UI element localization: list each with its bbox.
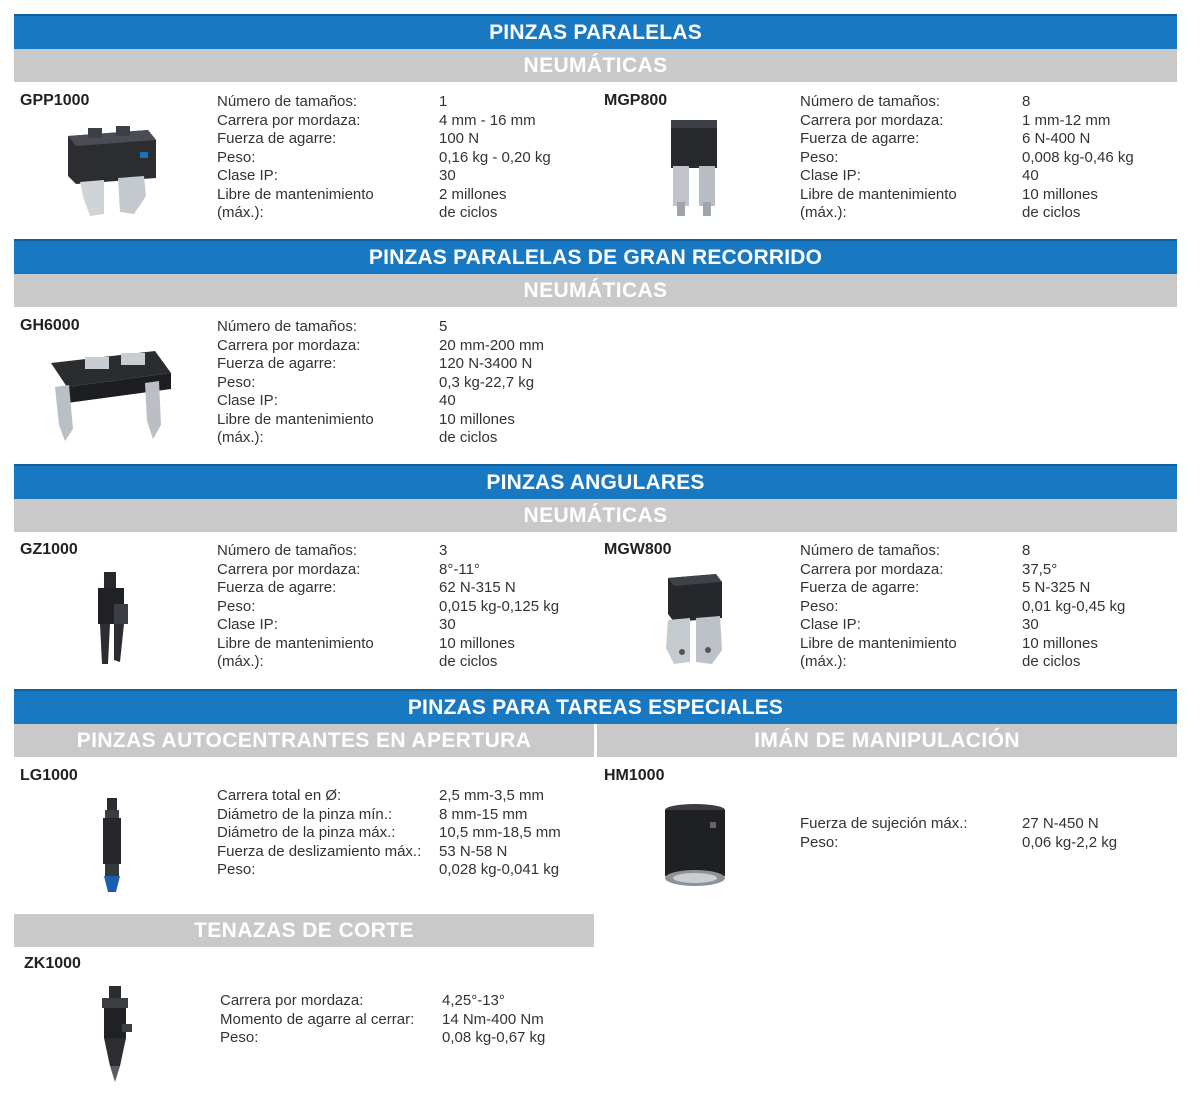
spec-label: Diámetro de la pinza máx.: — [217, 824, 396, 841]
spec-row — [800, 635, 1125, 654]
spec-value: 3 — [439, 542, 448, 559]
spec-label: Peso: — [217, 861, 256, 878]
spec-value: 6 N-400 N — [1022, 130, 1091, 147]
spec-row — [217, 374, 544, 393]
spec-row — [800, 186, 1134, 205]
spec-value: 2 millones — [439, 185, 507, 203]
spec-row — [220, 1011, 545, 1030]
spec-value: 62 N-315 N — [439, 579, 516, 596]
spec-label: Fuerza de agarre: — [800, 130, 920, 147]
spec-label: Número de tamaños: — [217, 93, 358, 110]
section-title-parallel: PINZAS PARALELAS — [14, 14, 1177, 49]
spec-row — [800, 542, 1125, 561]
spec-row — [800, 93, 1134, 112]
spec-row — [800, 112, 1134, 131]
spec-label: Peso: — [800, 597, 839, 615]
section-title-angular: PINZAS ANGULARES — [14, 464, 1177, 499]
subsection-pneumatic: NEUMÁTICAS — [14, 274, 1177, 307]
spec-label: Clase IP: — [217, 167, 278, 184]
mgp800-specs — [800, 93, 1134, 223]
spec-label: Carrera por mordaza: — [800, 111, 944, 129]
spec-value: 8 — [1022, 93, 1031, 110]
spec-row — [217, 635, 559, 654]
spec-label: Carrera por mordaza: — [220, 992, 364, 1009]
product-name: ZK1000 — [24, 955, 81, 972]
product-name: HM1000 — [604, 767, 665, 784]
spec-row — [217, 861, 561, 880]
product-name: GPP1000 — [20, 92, 90, 109]
spec-row — [800, 598, 1125, 617]
spec-value: 0,16 kg - 0,20 kg — [439, 148, 551, 166]
spec-label: Carrera por mordaza: — [800, 560, 944, 578]
spec-label: Fuerza de agarre: — [217, 130, 337, 147]
spec-row — [217, 186, 551, 205]
hm1000-specs — [800, 815, 1117, 852]
product-name: MGW800 — [604, 541, 672, 558]
spec-label: (máx.): — [217, 429, 264, 446]
spec-label: Carrera por mordaza: — [217, 560, 361, 578]
spec-value: 37,5° — [1022, 560, 1058, 578]
subsection-pneumatic: NEUMÁTICAS — [14, 49, 1177, 82]
subsection-pneumatic: NEUMÁTICAS — [14, 499, 1177, 532]
mgw800-image — [660, 570, 726, 675]
spec-row — [217, 429, 544, 448]
spec-row — [800, 167, 1134, 186]
spec-value: 0,3 kg-22,7 kg — [439, 373, 535, 391]
spec-label: Número de tamaños: — [217, 318, 358, 335]
spec-value: 120 N-3400 N — [439, 355, 533, 372]
spec-value: 40 — [439, 392, 456, 409]
spec-label: Peso: — [217, 597, 256, 615]
product-name: LG1000 — [20, 767, 78, 784]
spec-label: Peso: — [217, 148, 256, 166]
product-name: GZ1000 — [20, 541, 78, 558]
lg1000-image — [98, 796, 126, 901]
spec-row — [217, 411, 544, 430]
spec-label: Carrera total en Ø: — [217, 787, 342, 804]
zk1000-specs — [220, 992, 545, 1048]
mgp800-image — [665, 114, 725, 225]
spec-value: 10 millones — [439, 634, 515, 652]
gz1000-specs — [217, 542, 559, 672]
spec-row — [800, 561, 1125, 580]
spec-row — [800, 130, 1134, 149]
spec-row — [220, 992, 545, 1011]
gh6000-specs — [217, 318, 544, 448]
spec-row — [800, 815, 1117, 834]
spec-row — [800, 834, 1117, 853]
spec-value: 1 mm-12 mm — [1022, 111, 1111, 129]
spec-row — [217, 579, 559, 598]
spec-value: 30 — [439, 167, 456, 184]
spec-value: de ciclos — [439, 429, 498, 446]
spec-row — [217, 806, 561, 825]
spec-label: Número de tamaños: — [217, 542, 358, 559]
spec-label: (máx.): — [217, 653, 264, 670]
zk1000-image — [92, 984, 138, 1089]
spec-row — [217, 149, 551, 168]
spec-label: Fuerza de deslizamiento máx.: — [217, 842, 422, 860]
spec-label: Momento de agarre al cerrar: — [220, 1010, 415, 1028]
spec-row — [217, 542, 559, 561]
spec-row — [217, 337, 544, 356]
spec-value: 8 — [1022, 542, 1031, 559]
spec-value: 8°-11° — [439, 560, 480, 578]
spec-value: de ciclos — [1022, 204, 1081, 221]
mgw800-specs — [800, 542, 1125, 672]
spec-row — [217, 787, 561, 806]
spec-row — [217, 355, 544, 374]
spec-value: 5 N-325 N — [1022, 579, 1091, 596]
spec-value: 5 — [439, 318, 448, 335]
spec-row — [800, 579, 1125, 598]
section-title-special: PINZAS PARA TAREAS ESPECIALES — [14, 689, 1177, 724]
spec-value: 100 N — [439, 130, 480, 147]
spec-row — [217, 653, 559, 672]
spec-row — [217, 843, 561, 862]
spec-label: Fuerza de agarre: — [800, 579, 920, 596]
spec-label: Peso: — [800, 833, 839, 851]
spec-label: Libre de mantenimiento — [217, 185, 374, 203]
spec-value: 40 — [1022, 167, 1039, 184]
product-name: MGP800 — [604, 92, 668, 109]
spec-row — [217, 130, 551, 149]
spec-value: 30 — [439, 616, 456, 633]
spec-value: 20 mm-200 mm — [439, 336, 545, 354]
spec-row — [217, 167, 551, 186]
spec-row — [800, 204, 1134, 223]
lg1000-specs — [217, 787, 561, 880]
spec-label: Peso: — [220, 1029, 259, 1046]
spec-label: (máx.): — [217, 204, 264, 221]
section-title-long-stroke: PINZAS PARALELAS DE GRAN RECORRIDO — [14, 239, 1177, 274]
spec-label: Libre de mantenimiento — [800, 634, 957, 652]
spec-label: Fuerza de agarre: — [217, 355, 337, 372]
spec-value: de ciclos — [1022, 653, 1081, 670]
spec-value: 4 mm - 16 mm — [439, 111, 536, 129]
product-name: GH6000 — [20, 317, 80, 334]
spec-value: 30 — [1022, 616, 1039, 633]
spec-label: Carrera por mordaza: — [217, 336, 361, 354]
hm1000-image — [660, 802, 730, 897]
spec-value: 0,06 kg-2,2 kg — [1022, 833, 1118, 851]
spec-value: 10 millones — [1022, 634, 1098, 652]
spec-value: 8 mm-15 mm — [439, 805, 528, 823]
spec-value: 27 N-450 N — [1022, 815, 1099, 832]
spec-label: Libre de mantenimiento — [800, 185, 957, 203]
spec-row — [217, 392, 544, 411]
spec-label: Libre de mantenimiento — [217, 634, 374, 652]
subsection-self-centering: PINZAS AUTOCENTRANTES EN APERTURA — [14, 724, 594, 757]
spec-row — [217, 112, 551, 131]
spec-label: Número de tamaños: — [800, 93, 941, 110]
spec-value: 1 — [439, 93, 448, 110]
spec-row — [220, 1029, 545, 1048]
spec-row — [217, 616, 559, 635]
spec-value: 0,01 kg-0,45 kg — [1022, 597, 1126, 615]
spec-row — [217, 204, 551, 223]
spec-label: (máx.): — [800, 653, 847, 670]
spec-value: 0,08 kg-0,67 kg — [442, 1029, 546, 1046]
spec-label: Fuerza de agarre: — [217, 579, 337, 596]
spec-value: 0,008 kg-0,46 kg — [1022, 148, 1134, 166]
gh6000-image — [45, 345, 175, 450]
spec-value: 0,015 kg-0,125 kg — [439, 597, 560, 615]
subsection-magnet: IMÁN DE MANIPULACIÓN — [597, 724, 1177, 757]
spec-value: 10 millones — [439, 410, 515, 428]
spec-value: 10 millones — [1022, 185, 1098, 203]
spec-label: Peso: — [217, 373, 256, 391]
spec-value: 2,5 mm-3,5 mm — [439, 787, 545, 804]
spec-row — [217, 824, 561, 843]
spec-label: (máx.): — [800, 204, 847, 221]
spec-label: Diámetro de la pinza mín.: — [217, 805, 393, 823]
spec-row — [800, 149, 1134, 168]
gpp1000-image — [60, 118, 160, 228]
spec-value: 14 Nm-400 Nm — [442, 1010, 544, 1028]
spec-row — [217, 598, 559, 617]
spec-value: de ciclos — [439, 653, 498, 670]
spec-value: 10,5 mm-18,5 mm — [439, 824, 561, 841]
spec-row — [217, 561, 559, 580]
spec-row — [800, 653, 1125, 672]
gpp1000-specs — [217, 93, 551, 223]
spec-label: Clase IP: — [800, 616, 861, 633]
subsection-cutters: TENAZAS DE CORTE — [14, 914, 594, 947]
spec-label: Número de tamaños: — [800, 542, 941, 559]
spec-label: Libre de mantenimiento — [217, 410, 374, 428]
spec-row — [217, 318, 544, 337]
spec-value: 0,028 kg-0,041 kg — [439, 861, 560, 878]
spec-label: Clase IP: — [217, 392, 278, 409]
spec-value: 4,25°-13° — [442, 992, 505, 1009]
gz1000-image — [90, 570, 134, 675]
spec-row — [800, 616, 1125, 635]
spec-row — [217, 93, 551, 112]
spec-value: 53 N-58 N — [439, 842, 508, 860]
spec-label: Peso: — [800, 148, 839, 166]
spec-value: de ciclos — [439, 204, 498, 221]
spec-label: Carrera por mordaza: — [217, 111, 361, 129]
spec-label: Clase IP: — [217, 616, 278, 633]
spec-label: Clase IP: — [800, 167, 861, 184]
spec-label: Fuerza de sujeción máx.: — [800, 815, 968, 832]
